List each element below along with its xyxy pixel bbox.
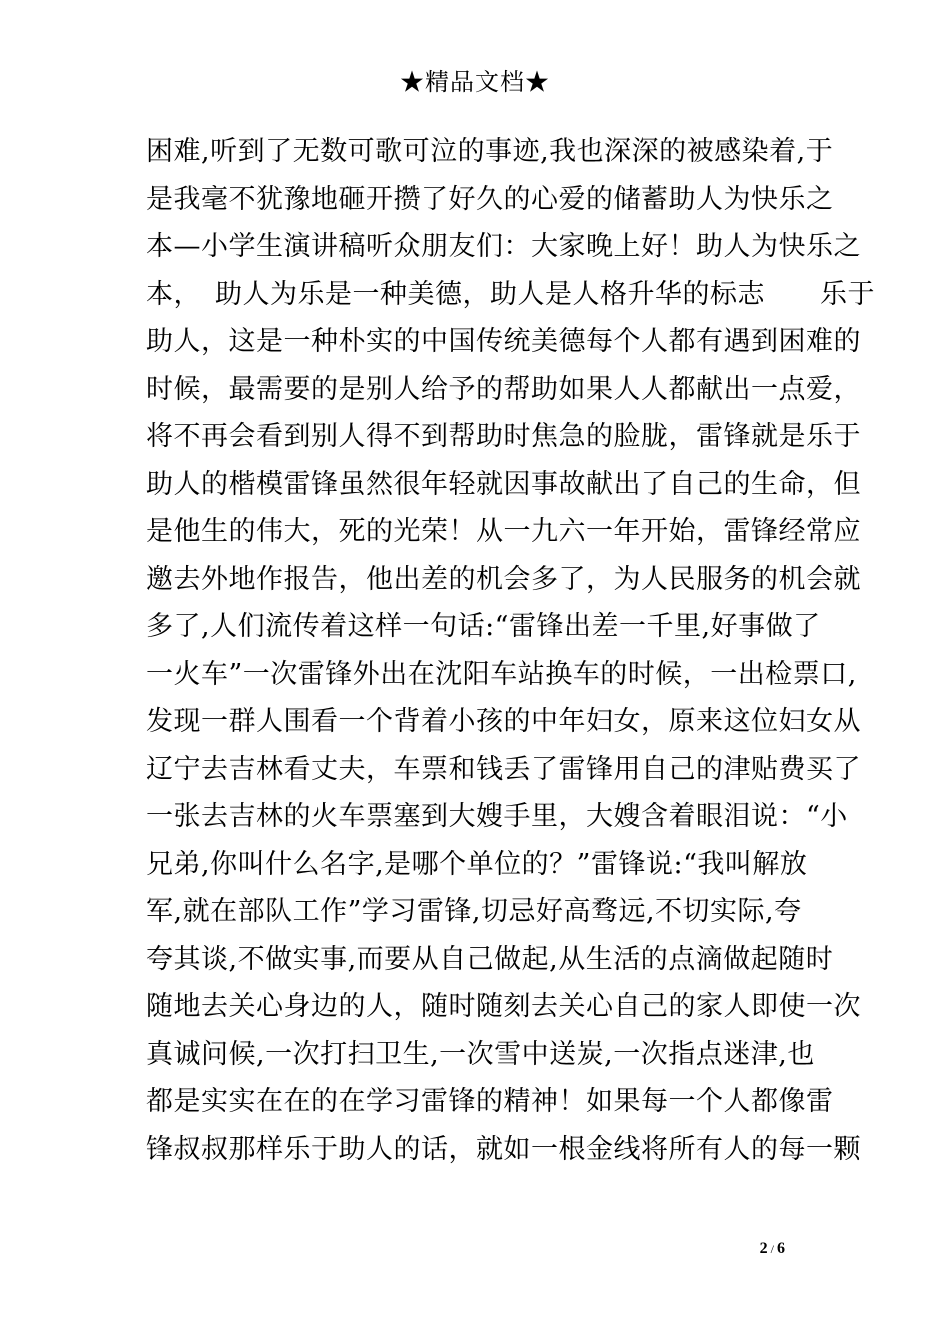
body-line: 锋叔叔那样乐于助人的话，就如一根金线将所有人的每一颗 xyxy=(146,1133,861,1165)
body-line: 夸其谈,不做实事,而要从自己做起,从生活的点滴做起随时 xyxy=(146,943,834,975)
body-line: 随地去关心身边的人，随时随刻去关心自己的家人即使一次 xyxy=(146,991,861,1022)
body-line: 本， 助人为乐是一种美德，助人是人格升华的标志 乐于 xyxy=(146,278,875,310)
body-line: 本—小学生演讲稿听众朋友们：大家晚上好！助人为快乐之 xyxy=(146,231,861,262)
body-line: 兄弟,你叫什么名字,是哪个单位的？”雷锋说:“我叫解放 xyxy=(146,848,808,880)
document-body xyxy=(146,132,875,1177)
body-line: 邀去外地作报告，他出差的机会多了，为人民服务的机会就 xyxy=(146,563,861,595)
body-line: 都是实实在在的在学习雷锋的精神！如果每一个人都像雷 xyxy=(146,1086,834,1117)
page-number xyxy=(760,1240,785,1258)
body-line: 一火车”一次雷锋外出在沈阳车站换车的时候，一出检票口, xyxy=(146,658,857,690)
document-header-title: ★精品文档★ xyxy=(400,68,550,96)
body-line: 时候，最需要的是别人给予的帮助如果人人都献出一点爱， xyxy=(146,373,861,405)
body-line: 是我毫不犹豫地砸开攒了好久的心爱的储蓄助人为快乐之 xyxy=(146,183,834,215)
body-line: 军,就在部队工作”学习雷锋,切忌好高骛远,不切实际,夸 xyxy=(146,896,802,927)
body-line: 困难,听到了无数可歌可泣的事迹,我也深深的被感染着,于 xyxy=(146,136,834,167)
page-total: 6 xyxy=(777,1240,785,1257)
body-line: 助人的楷模雷锋虽然很年轻就因事故献出了自己的生命，但 xyxy=(146,468,861,500)
body-line: 多了,人们流传着这样一句话:“雷锋出差一千里,好事做了 xyxy=(146,611,821,642)
body-line: 一张去吉林的火车票塞到大嫂手里，大嫂含着眼泪说：“小 xyxy=(146,801,848,832)
body-line: 是他生的伟大，死的光荣！从一九六一年开始，雷锋经常应 xyxy=(146,516,861,547)
page-separator: / xyxy=(767,1242,777,1256)
page-current: 2 xyxy=(759,1240,768,1257)
body-line: 发现一群人围看一个背着小孩的中年妇女，原来这位妇女从 xyxy=(146,706,861,737)
body-line: 将不再会看到别人得不到帮助时焦急的脸胧，雷锋就是乐于 xyxy=(146,421,861,452)
body-line: 辽宁去吉林看丈夫，车票和钱丢了雷锋用自己的津贴费买了 xyxy=(146,753,861,785)
body-line: 助人，这是一种朴实的中国传统美德每个人都有遇到困难的 xyxy=(146,326,861,357)
body-line: 真诚问候,一次打扫卫生,一次雪中送炭,一次指点迷津,也 xyxy=(146,1038,815,1070)
